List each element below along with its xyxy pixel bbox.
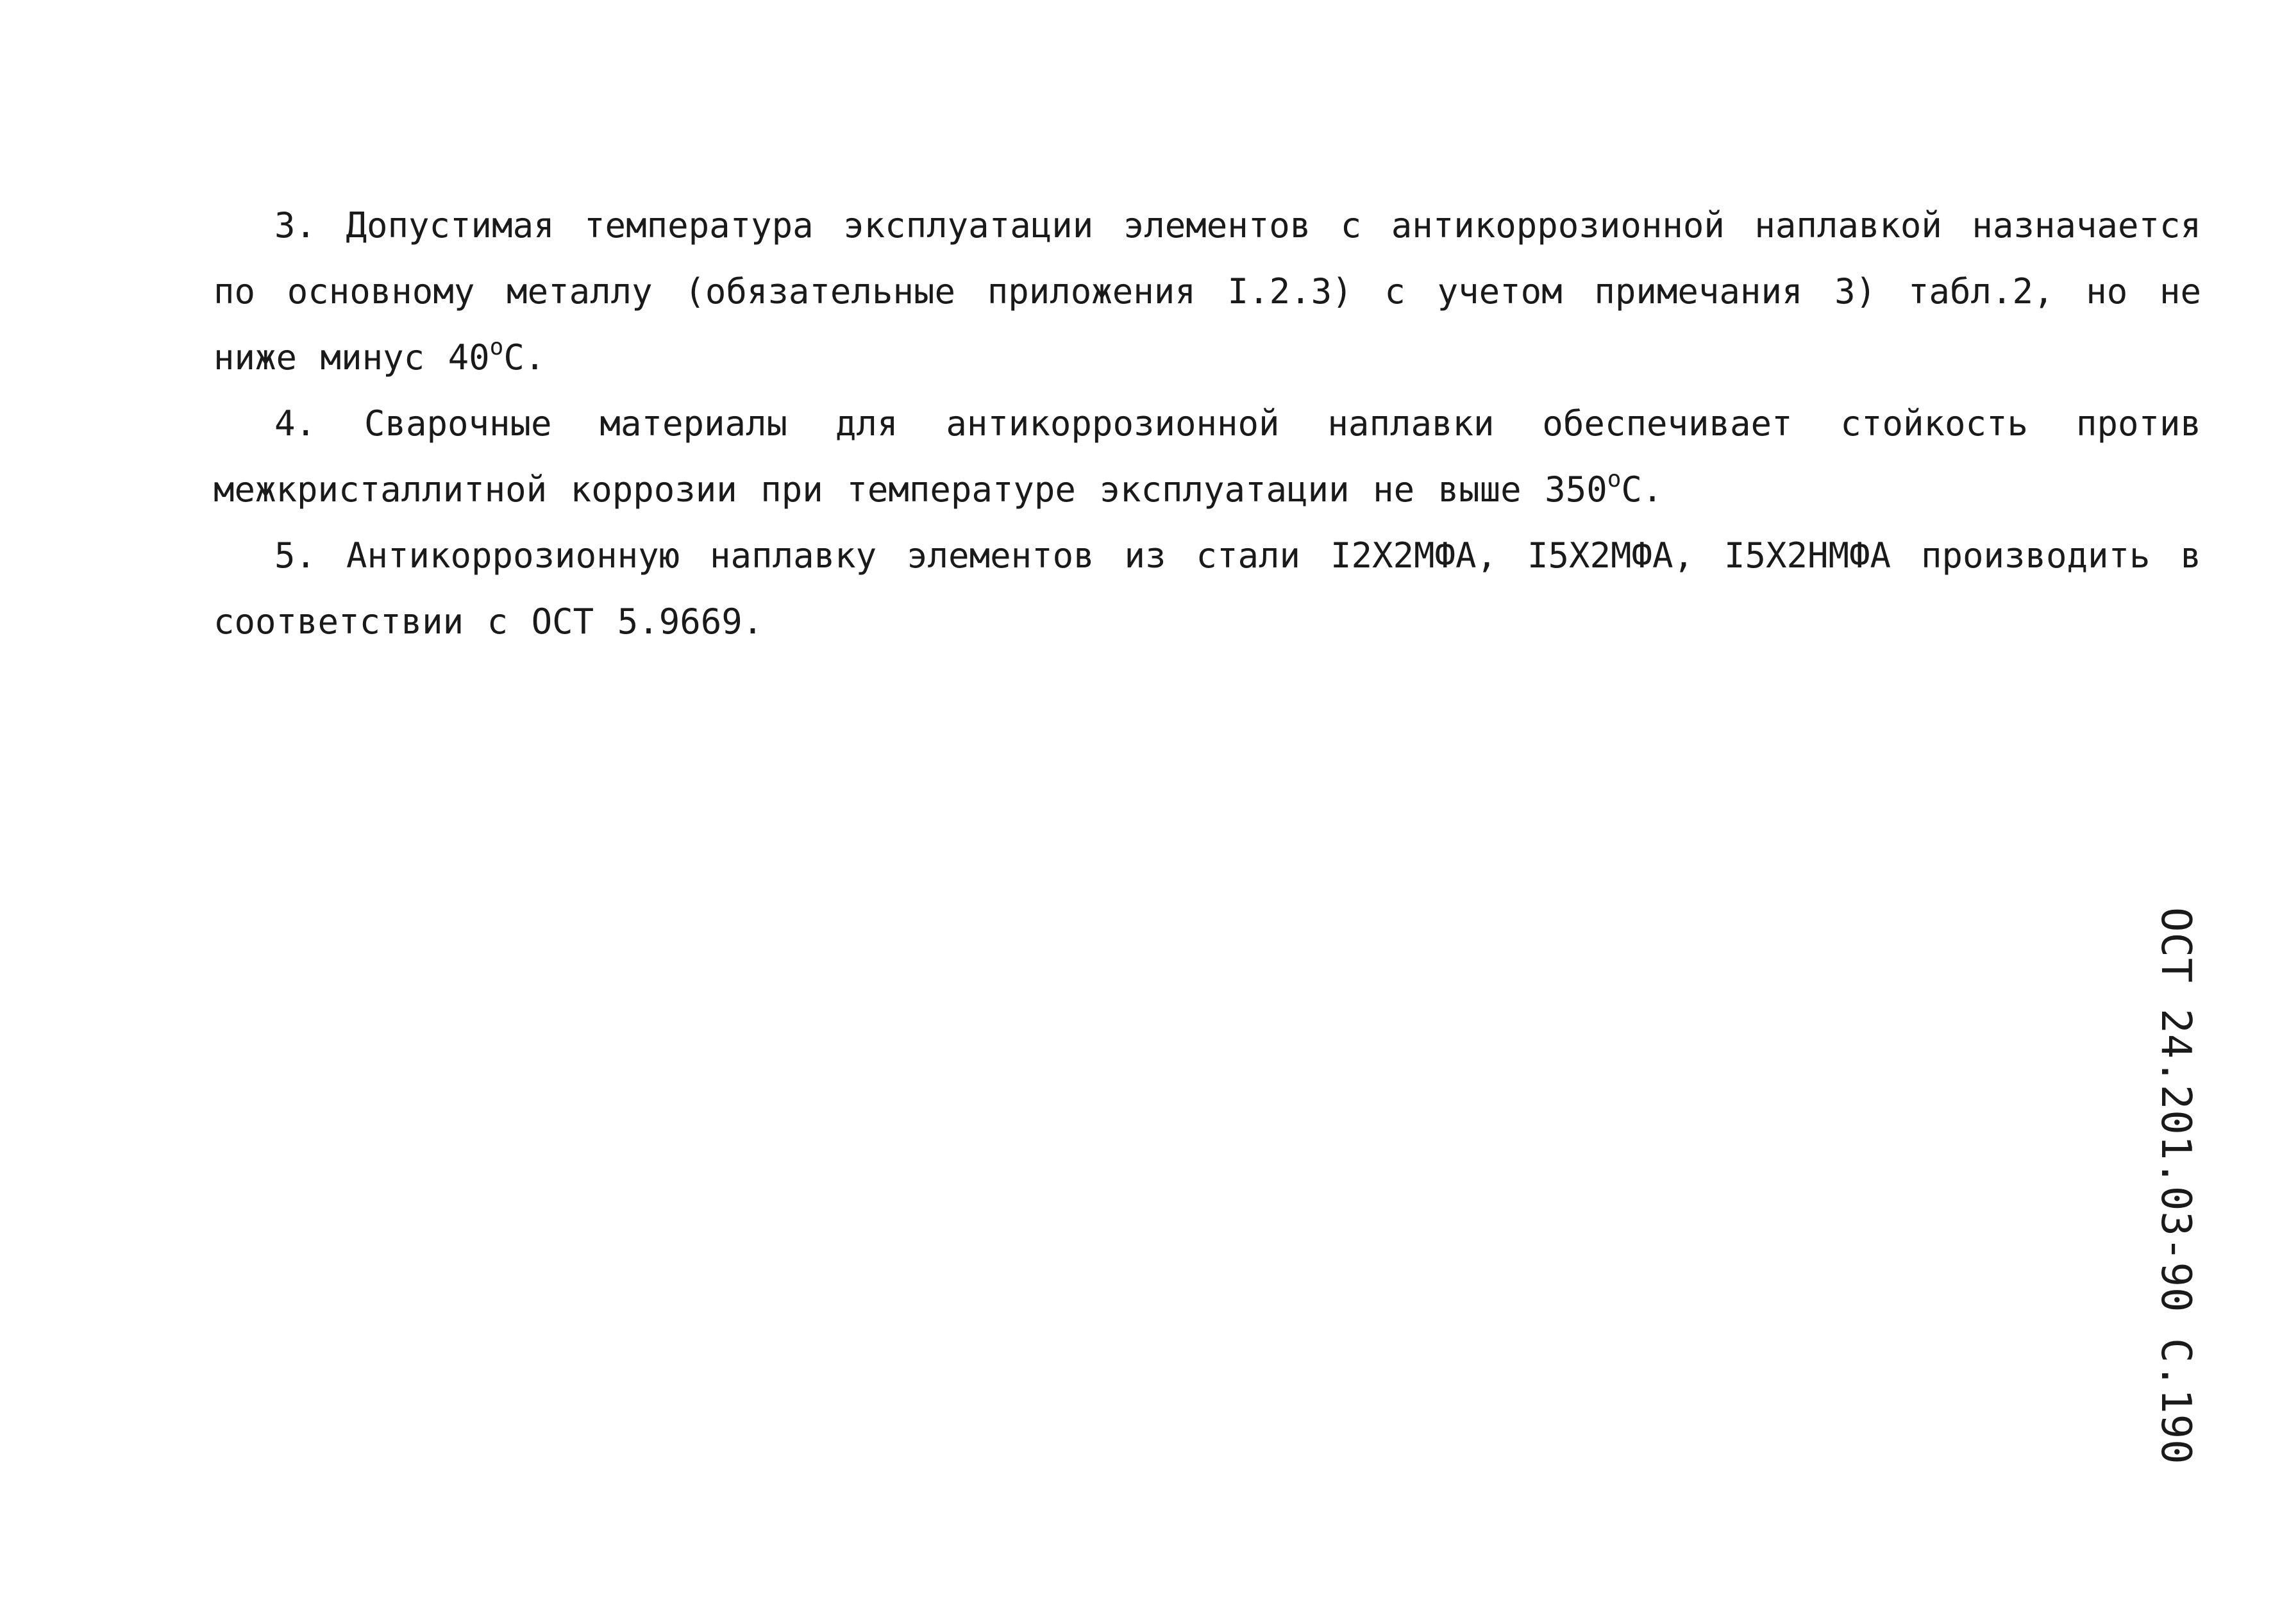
paragraph-number: 3. xyxy=(274,205,317,246)
body-text xyxy=(214,192,2201,655)
degree-sign: о xyxy=(489,334,504,360)
paragraph-text: Допустимая температура эксплуатации элементов с антикоррозионной наплавкой назначается по основному металлу (обязательные приложения I.2.3) с учетом примечания 3) табл.2, но не ниже минус 40 xyxy=(214,205,2201,378)
paragraph-3 xyxy=(214,192,2201,390)
degree-sign: о xyxy=(1607,466,1622,492)
paragraph-4 xyxy=(214,390,2201,523)
paragraph-text: Антикоррозионную наплавку элементов из стали I2Х2МФА, I5Х2МФА, I5Х2НМФА производить в соответствии с ОСТ 5.9669. xyxy=(214,535,2201,642)
paragraph-text: Сварочные материалы для антикоррозионной наплавки обеспечивает стойкость против межкристаллитной коррозии при температуре эксплуатации не выше 350 xyxy=(214,403,2201,510)
paragraph-5 xyxy=(214,523,2201,655)
paragraph-number: 5. xyxy=(274,535,317,576)
document-code-page-number: ОСТ 24.201.03-90 С.190 xyxy=(2152,907,2199,1465)
paragraph-text-end: С. xyxy=(1621,469,1663,510)
paragraph-text-end: С. xyxy=(503,337,546,378)
paragraph-number: 4. xyxy=(274,403,317,444)
